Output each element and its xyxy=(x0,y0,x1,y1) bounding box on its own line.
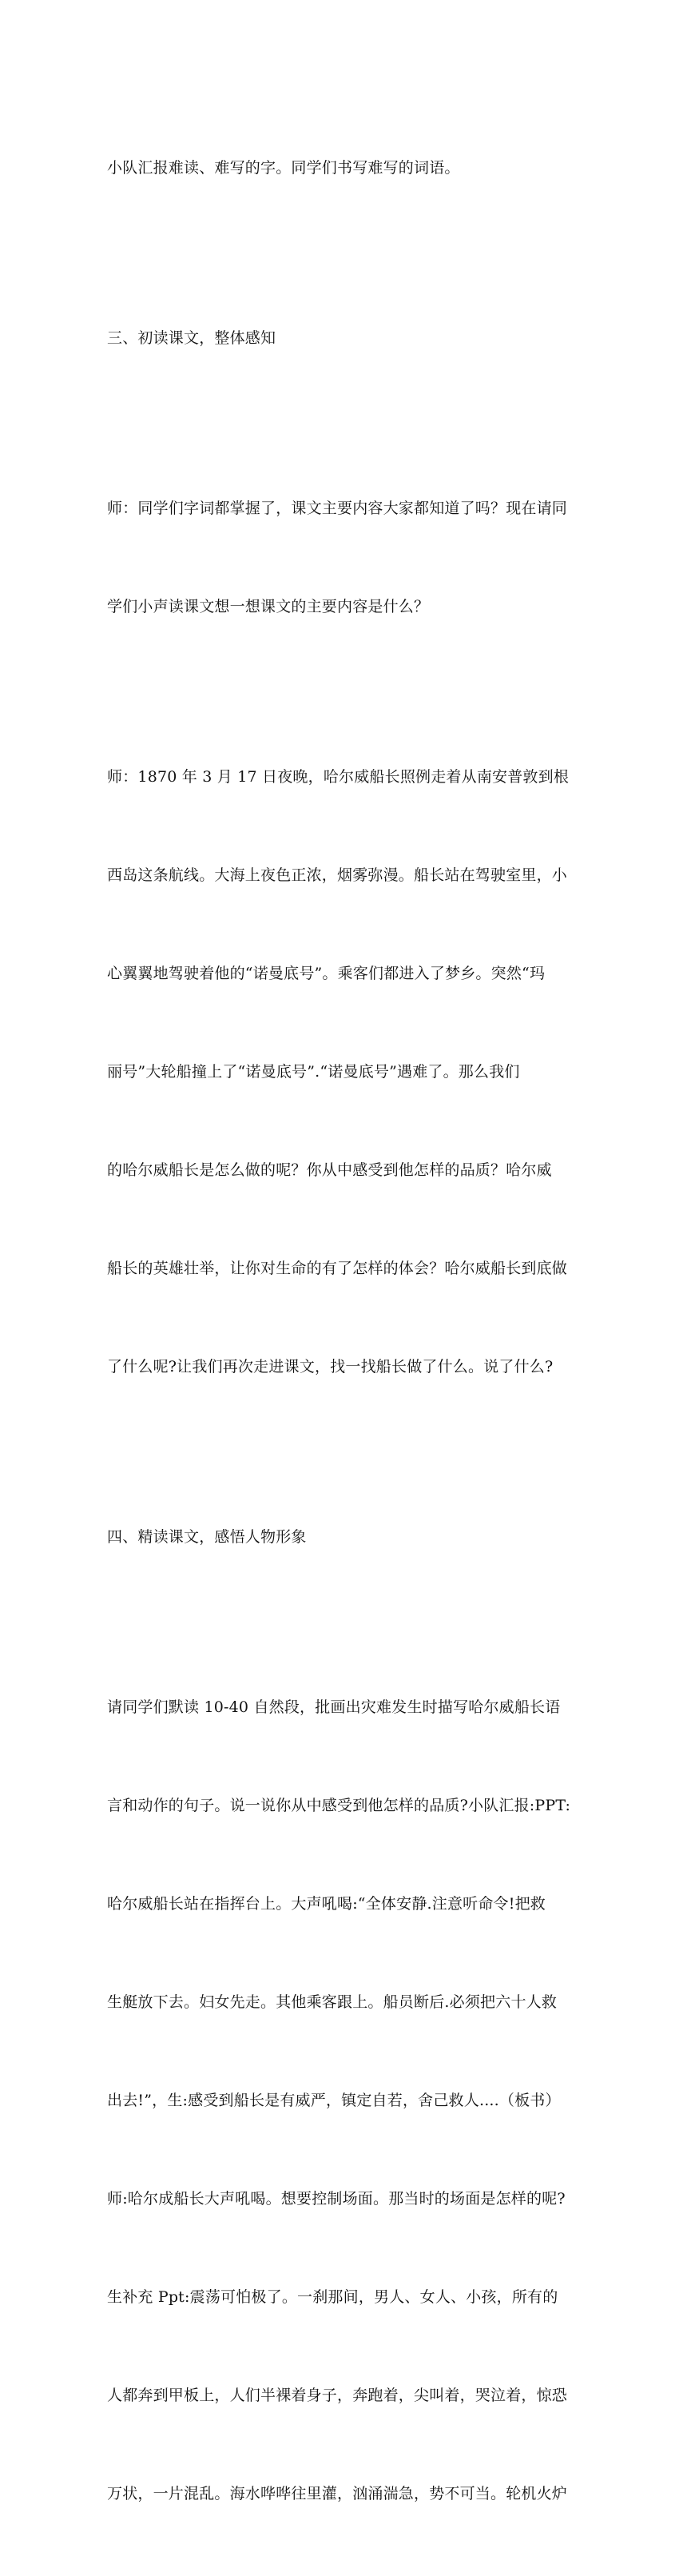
heading-text: 三、初读课文，整体感知 xyxy=(107,329,276,347)
text-line: 师：同学们字词都掌握了，课文主要内容大家都知道了吗？现在请同 xyxy=(107,500,568,517)
section-heading-first-reading xyxy=(107,257,594,420)
text-line: 哈尔威船长站在指挥台上。大声吼喝:“全体安静.注意听命令!把救 xyxy=(107,1895,546,1913)
text-line: 生艇放下去。妇女先走。其他乘客跟上。船员断后.必须把六十人救 xyxy=(107,1993,558,2011)
text-line: 西岛这条航线。大海上夜色正浓，烟雾弥漫。船长站在驾驶室里，小 xyxy=(107,866,568,884)
text-line: 言和动作的句子。说一说你从中感受到他怎样的品质?小队汇报:PPT: xyxy=(107,1797,571,1814)
text-line: 丽号”大轮船撞上了“诺曼底号”.“诺曼底号”遇难了。那么我们 xyxy=(107,1063,520,1081)
text-line: 小队汇报难读、难写的字。同学们书写难写的词语。 xyxy=(107,159,460,177)
text-line: 人都奔到甲板上，人们半裸着身子，奔跑着，尖叫着，哭泣着，惊恐 xyxy=(107,2387,568,2404)
text-line: 出去!”，生:感受到船长是有威严，镇定自若，舍己救人....（板书） xyxy=(107,2092,561,2109)
text-line: 了什么呢?让我们再次走进课文，找一找船长做了什么。说了什么? xyxy=(107,1358,554,1376)
text-line: 师：1870 年 3 月 17 日夜晚，哈尔威船长照例走着从南安普敦到根 xyxy=(107,768,570,786)
heading-text: 四、精读课文，感悟人物形象 xyxy=(107,1528,307,1546)
document-body xyxy=(107,86,594,2576)
paragraph-teacher-question xyxy=(107,427,594,689)
section-heading-close-reading xyxy=(107,1455,594,1619)
text-line: 船长的英雄壮举，让你对生命的有了怎样的体会？哈尔威船长到底做 xyxy=(107,1260,568,1277)
text-line: 学们小声读课文想一想课文的主要内容是什么？ xyxy=(107,598,430,615)
text-line: 心翼翼地驾驶着他的“诺曼底号”。乘客们都进入了梦乡。突然“玛 xyxy=(107,965,546,982)
text-line: 师:哈尔成船长大声吼喝。想要控制场面。那当时的场面是怎样的呢? xyxy=(107,2190,566,2208)
text-line: 生补充 Ppt:震荡可怕极了。一刹那间，男人、女人、小孩，所有的 xyxy=(107,2288,558,2306)
text-line: 请同学们默读 10-40 自然段，批画出灾难发生时描写哈尔威船长语 xyxy=(107,1698,561,1716)
paragraph-story-summary xyxy=(107,695,594,1449)
paragraph-close-reading-task xyxy=(107,1626,594,2576)
text-line: 万状，一片混乱。海水哗哗往里灌，汹涌湍急，势不可当。轮机火炉 xyxy=(107,2485,568,2502)
paragraph-report-difficult-words xyxy=(107,86,594,250)
text-line: 的哈尔威船长是怎么做的呢？你从中感受到他怎样的品质？哈尔威 xyxy=(107,1161,552,1179)
